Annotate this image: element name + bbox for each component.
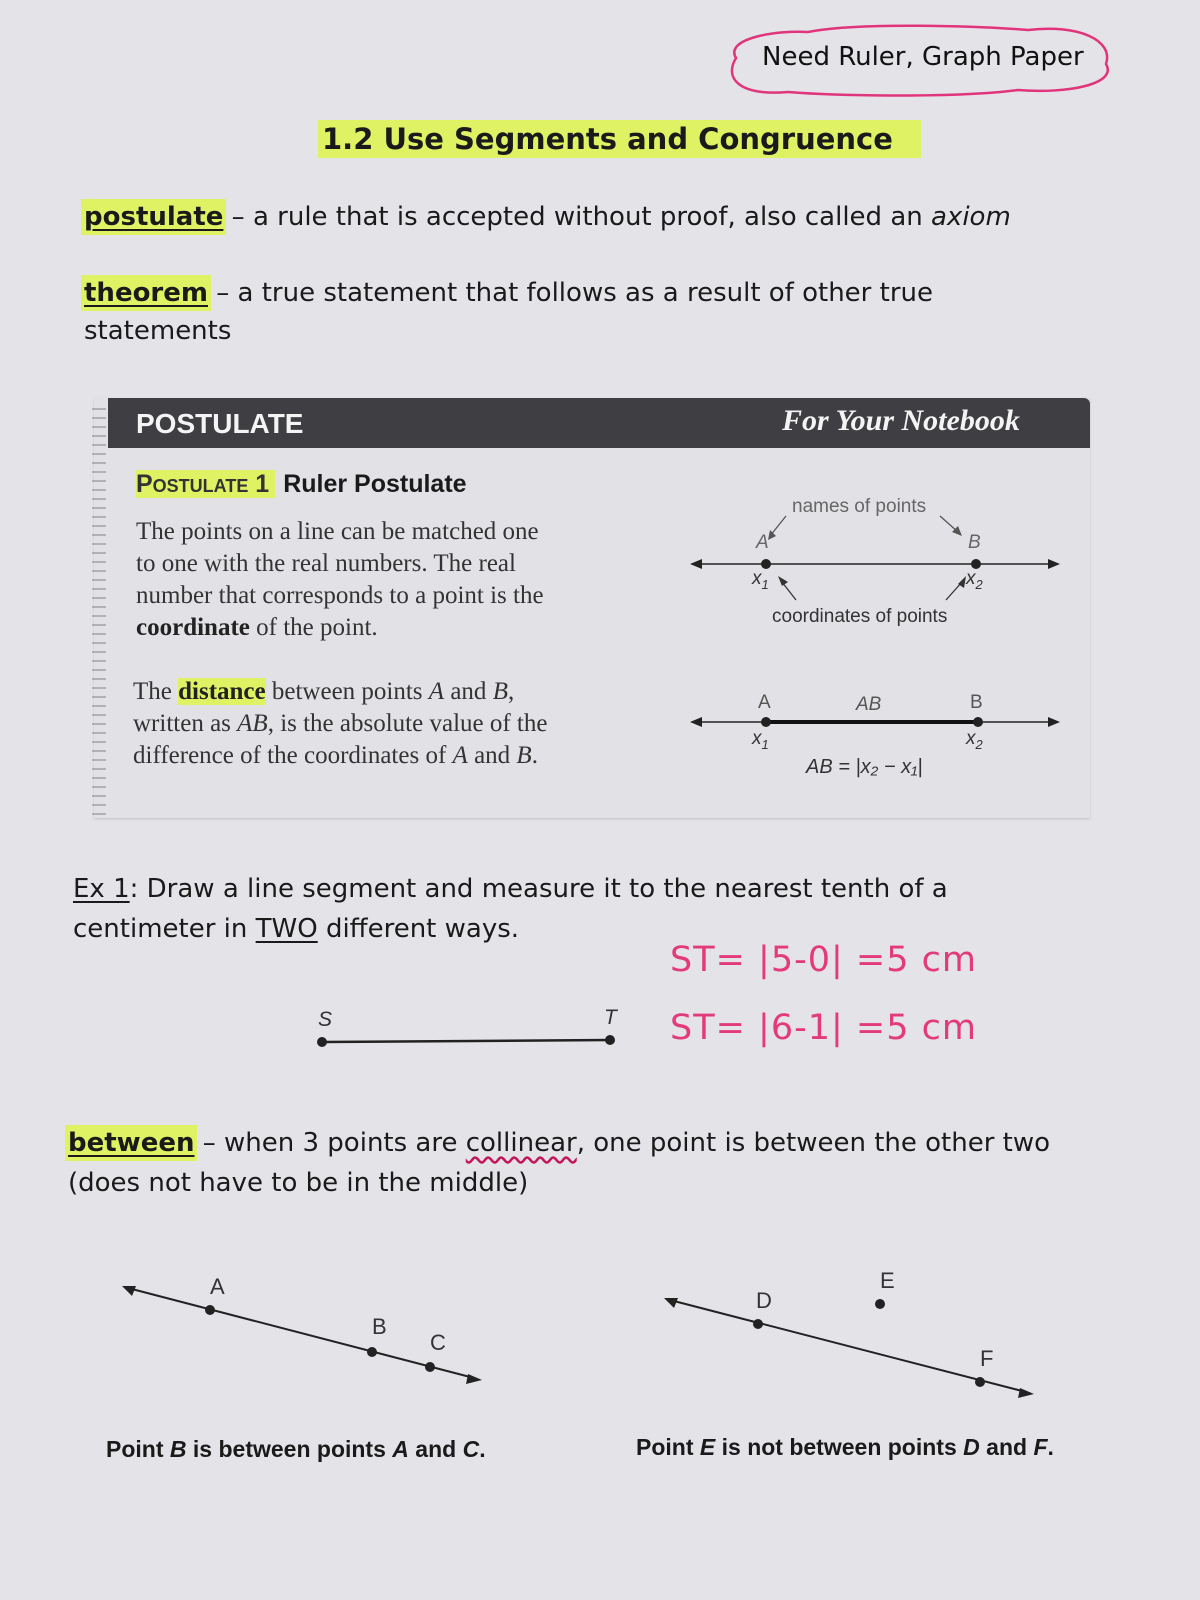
- example-1-prompt-line2: centimeter in TWO different ways.: [73, 914, 520, 944]
- point-t-dot: [605, 1035, 615, 1045]
- postulate-definition: [84, 202, 1011, 232]
- between-definition: between – when 3 points are collinear, one point is between the other two: [68, 1128, 1051, 1158]
- two-word: TWO: [255, 914, 318, 944]
- theorem-text: – a true statement that follows as a result of other true: [207, 278, 933, 308]
- axiom-word: axiom: [931, 202, 1011, 232]
- left-arrow-head: [690, 559, 702, 569]
- fig-point-b-label: B: [372, 1314, 387, 1339]
- segment-st: [310, 1030, 620, 1050]
- distance-formula: AB = |x₂ − x₁|: [806, 756, 923, 778]
- point-s-dot: [317, 1037, 327, 1047]
- page-title: 1.2 Use Segments and Congruence: [318, 122, 921, 156]
- non-between-def-figure: [660, 1290, 1040, 1400]
- postulate-term: postulate: [84, 202, 224, 232]
- point-d-dot: [753, 1319, 763, 1329]
- postulate-number: Postulate 1: [136, 470, 275, 498]
- fig-point-d-label: D: [756, 1288, 772, 1313]
- right-figure-caption: Point E is not between points D and F.: [636, 1434, 1054, 1460]
- point-e-dot: [875, 1299, 885, 1309]
- between-definition-line2: (does not have to be in the middle): [68, 1168, 529, 1198]
- point-c-dot-fig: [425, 1362, 435, 1372]
- point-s-label: S: [318, 1008, 333, 1031]
- point-a-dot-fig: [205, 1305, 215, 1315]
- segment-ab-label: AB: [856, 694, 882, 715]
- point-b-label: B: [968, 532, 981, 553]
- fig-point-f-label: F: [980, 1346, 994, 1371]
- point-a-label-2: A: [758, 692, 771, 713]
- coord-x1-label: $x_1$: [752, 568, 769, 592]
- names-of-points-label: names of points: [792, 496, 927, 517]
- theorem-definition: [84, 278, 933, 308]
- for-your-notebook-label: For Your Notebook: [782, 404, 1020, 437]
- handwritten-answer-2: ST= |6-1| =5 cm: [670, 1008, 977, 1048]
- handwritten-answer-1: ST= |5-0| =5 cm: [670, 940, 977, 980]
- between-term: between: [68, 1128, 195, 1158]
- postulate-heading: [136, 470, 467, 499]
- collinear-word: collinear: [465, 1128, 577, 1158]
- left-figure-caption: Point B is between points A and C.: [106, 1436, 486, 1462]
- right-arrow-head: [1048, 559, 1060, 569]
- postulate-name: Ruler Postulate: [283, 470, 467, 498]
- theorem-definition-line2: statements: [84, 316, 232, 346]
- header-note: Need Ruler, Graph Paper: [762, 42, 1084, 72]
- fig-point-c-label: C: [430, 1330, 446, 1355]
- point-t-label: T: [604, 1006, 617, 1029]
- point-f-dot: [975, 1377, 985, 1387]
- fig-point-e-label: E: [880, 1268, 895, 1293]
- fig-point-a-label: A: [210, 1274, 225, 1299]
- coordinates-of-points-label: coordinates of points: [772, 606, 948, 627]
- point-b-label-2: B: [970, 692, 983, 713]
- example-1-prompt: Ex 1: Draw a line segment and measure it to the nearest tenth of a: [73, 874, 948, 904]
- example-1-label: Ex 1: [73, 874, 130, 904]
- coord-x2-label: $x_2$: [966, 568, 983, 592]
- ruler-postulate-paragraph: The points on a line can be matched one to one with the real numbers. The real number that corresponds to a point is the coordinate of the point.: [136, 518, 544, 641]
- coord-x1-label-2: $x_1$: [752, 728, 769, 752]
- point-a-label: A: [756, 532, 769, 553]
- point-b-dot-fig: [367, 1347, 377, 1357]
- postulate-text: – a rule that is accepted without proof, also called an: [223, 202, 931, 232]
- coord-x2-label-2: $x_2$: [966, 728, 983, 752]
- distance-term: distance: [178, 678, 266, 705]
- postulate-box-label: POSTULATE: [136, 408, 304, 439]
- theorem-term: theorem: [84, 278, 208, 308]
- distance-paragraph: The distance between points A and B, written as AB, is the absolute value of the difference of the coordinates of A and B.: [133, 678, 548, 769]
- notebook-spiral: [92, 408, 106, 818]
